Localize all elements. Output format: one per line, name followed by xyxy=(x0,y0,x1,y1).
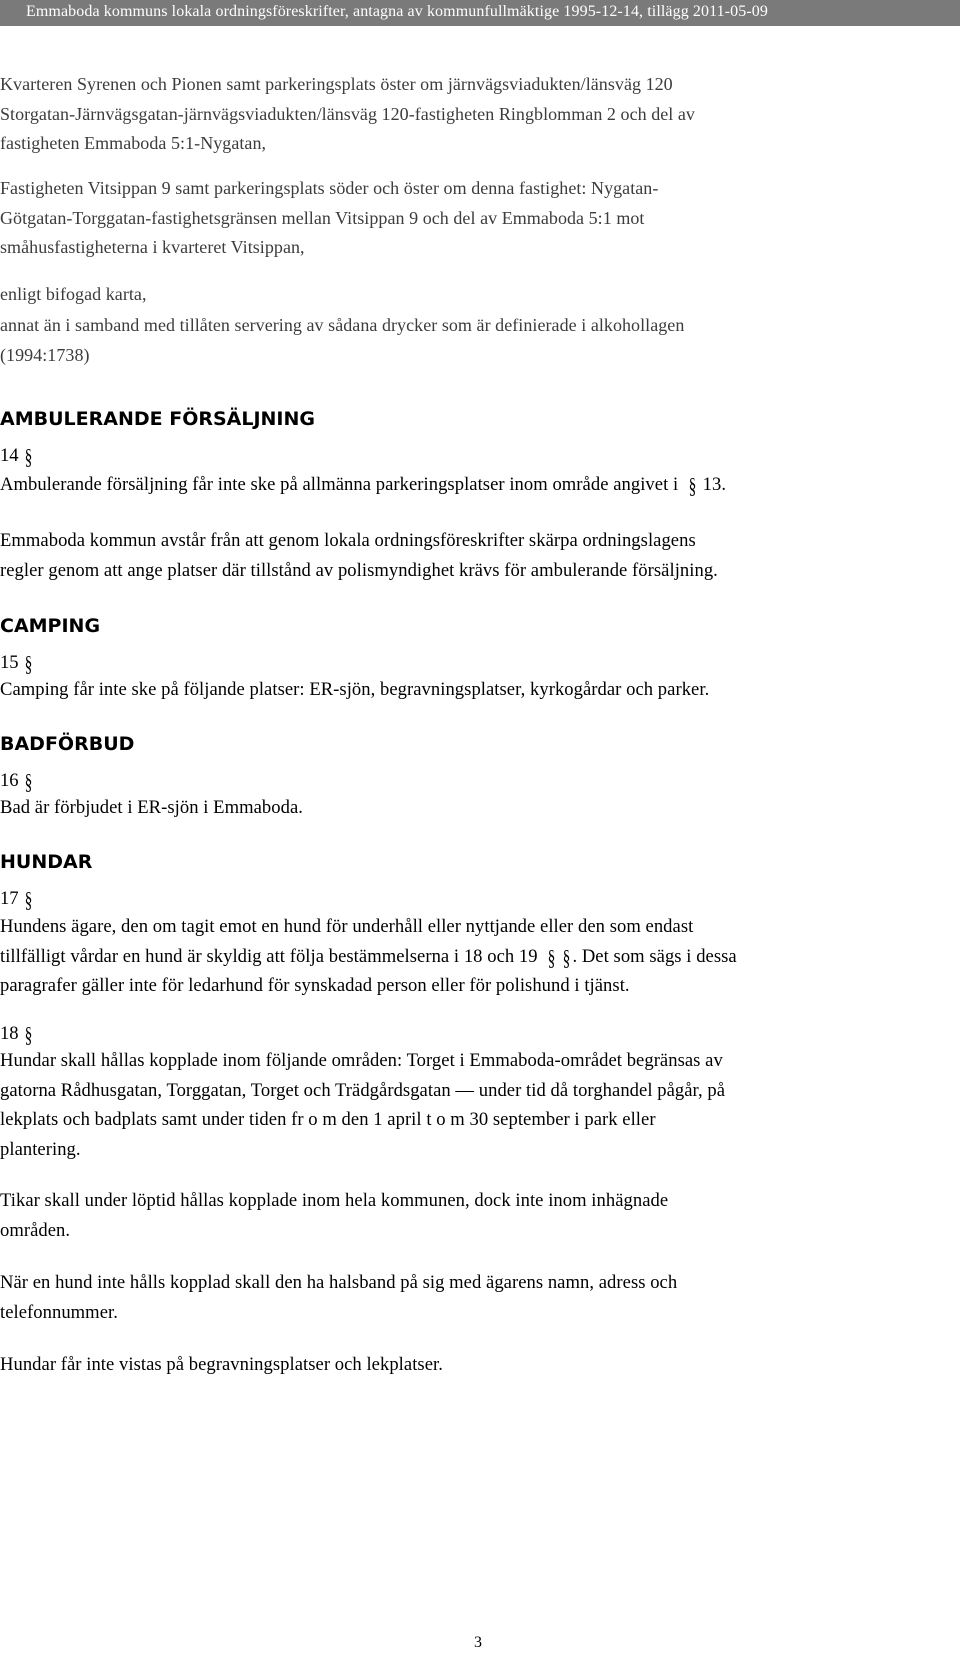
area-paragraph-4 xyxy=(0,311,952,370)
paragraph-18-line: lekplats och badplats samt under tiden fr o m den 1 april t o m 30 september i park eller xyxy=(0,1109,656,1130)
paragraph-17-text xyxy=(0,912,952,1001)
paragraph-18-line: gatorna Rådhusgatan, Torggatan, Torget och Trädgårdsgatan — under tid då torghandel pågår, på xyxy=(0,1079,726,1101)
paragraph-18-line: plantering. xyxy=(0,1138,81,1160)
paragraph-halsband-line: telefonnummer. xyxy=(0,1301,118,1323)
paragraph-tikar xyxy=(0,1186,952,1245)
section-symbol: § xyxy=(688,473,697,498)
paragraph-number: 17 xyxy=(0,888,19,909)
heading-camping: CAMPING xyxy=(0,615,101,637)
area-paragraph-2 xyxy=(0,174,952,263)
paragraph-number: 16 xyxy=(0,770,19,791)
paragraph-vistas: Hundar får inte vistas på begravningsplatser och lekplatser. xyxy=(0,1354,443,1375)
heading-badforbud: BADFÖRBUD xyxy=(0,733,135,755)
paragraph-17-line: Hundens ägare, den om tagit emot en hund för underhåll eller nyttjande eller den som endast xyxy=(0,916,694,937)
section-symbol: § xyxy=(24,1022,32,1047)
heading-hundar: HUNDAR xyxy=(0,851,93,873)
area-paragraph-2-line: Götgatan-Torggatan-fastighetsgränsen mellan Vitsippan 9 och del av Emmaboda 5:1 mot xyxy=(0,207,645,228)
page-header-band xyxy=(0,0,960,26)
ambulerande-note-line: regler genom att ange platser där tillstånd av polismyndighet krävs för ambulerande försäljning. xyxy=(0,559,718,581)
paragraph-number-14 xyxy=(0,444,34,468)
area-paragraph-1-line: Kvarteren Syrenen och Pionen samt parkeringsplats öster om järnvägsviadukten/länsväg 120 xyxy=(0,74,673,94)
paragraph-14-text-a: Ambulerande försäljning får inte ske på allmänna parkeringsplatser inom område angivet i xyxy=(0,474,679,495)
paragraph-18-line: Hundar skall hållas kopplade inom följande områden: Torget i Emmaboda-området begränsas av xyxy=(0,1050,723,1071)
paragraph-number: 14 xyxy=(0,445,19,466)
section-symbol: § xyxy=(24,887,32,912)
paragraph-14-text-b: 13. xyxy=(702,474,727,495)
paragraph-number-17 xyxy=(0,887,34,911)
paragraph-17-line xyxy=(0,942,952,972)
section-symbol: § xyxy=(24,769,32,794)
paragraph-18-text xyxy=(0,1046,952,1164)
area-paragraph-2-line: småhusfastigheterna i kvarteret Vitsippan, xyxy=(0,237,305,257)
area-paragraph-4-line: annat än i samband med tillåten servering av sådana drycker som är definierade i alkohollagen xyxy=(0,315,685,335)
paragraph-number: 15 xyxy=(0,652,19,673)
section-symbol: § xyxy=(563,944,571,970)
area-paragraph-3 xyxy=(0,280,952,310)
paragraph-halsband xyxy=(0,1268,952,1327)
page-number: 3 xyxy=(474,1634,482,1651)
ambulerande-note xyxy=(0,526,952,585)
paragraph-number-15 xyxy=(0,651,34,675)
paragraph-number: 18 xyxy=(0,1023,19,1044)
area-paragraph-2-line: Fastigheten Vitsippan 9 samt parkeringsplats söder och öster om denna fastighet: Nygatan- xyxy=(0,178,659,198)
paragraph-15-text: Camping får inte ske på följande platser: ER-sjön, begravningsplatser, kyrkogårdar och parker. xyxy=(0,679,710,700)
area-paragraph-1-line: Storgatan-Järnvägsgatan-järnvägsviadukten/länsväg 120-fastigheten Ringblomman 2 och del av xyxy=(0,103,695,124)
paragraph-16-text: Bad är förbjudet i ER-sjön i Emmaboda. xyxy=(0,797,303,818)
area-paragraph-4-line: (1994:1738) xyxy=(0,344,90,365)
paragraph-number-18 xyxy=(0,1022,34,1046)
paragraph-tikar-line: områden. xyxy=(0,1219,71,1241)
paragraph-14-text xyxy=(0,470,952,500)
section-symbol: § xyxy=(547,944,556,970)
area-paragraph-1-line: fastigheten Emmaboda 5:1-Nygatan, xyxy=(0,133,267,153)
heading-ambulerande-forsaljning: AMBULERANDE FÖRSÄLJNING xyxy=(0,408,316,430)
section-symbol: § xyxy=(24,651,32,676)
paragraph-17-line-b: . Det som sägs i dessa xyxy=(572,945,737,967)
page-header-text: Emmaboda kommuns lokala ordningsföreskrifter, antagna av kommunfullmäktige 1995-12-14, tillägg 2011-05-09 xyxy=(26,3,768,20)
paragraph-number-16 xyxy=(0,769,34,793)
area-paragraph-1 xyxy=(0,70,952,159)
paragraph-17-line-a: tillfälligt vårdar en hund är skyldig att följa bestämmelserna i 18 och 19 xyxy=(0,945,538,967)
ambulerande-note-line: Emmaboda kommun avstår från att genom lokala ordningsföreskrifter skärpa ordningslagens xyxy=(0,530,696,551)
paragraph-tikar-line: Tikar skall under löptid hållas kopplade inom hela kommunen, dock inte inom inhägnade xyxy=(0,1190,669,1211)
paragraph-halsband-line: När en hund inte hålls kopplad skall den ha halsband på sig med ägarens namn, adress och xyxy=(0,1272,678,1293)
section-symbol: § xyxy=(24,444,32,469)
area-paragraph-3-line: enligt bifogad karta, xyxy=(0,284,147,304)
paragraph-17-line: paragrafer gäller inte för ledarhund för synskadad person eller för polishund i tjänst. xyxy=(0,975,630,996)
